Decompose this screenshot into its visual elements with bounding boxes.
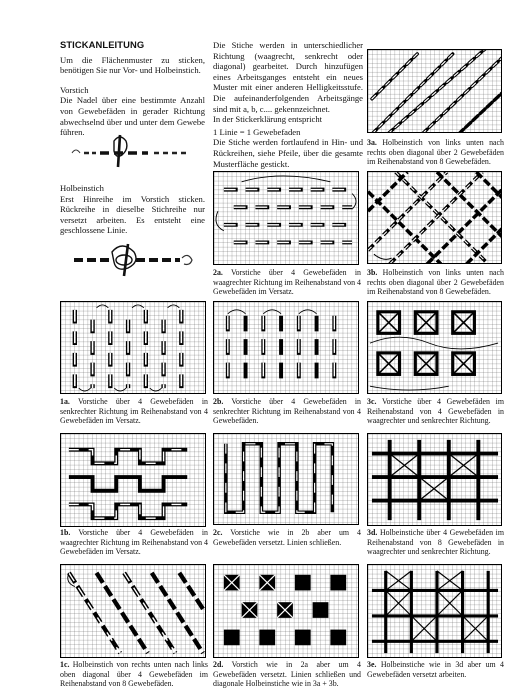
diagram-1c: [60, 564, 206, 658]
diagram-3b: [367, 171, 502, 264]
caption-3e-text: Holbeinstiche wie in 3d aber um 4 Gewebefäden versetzt arbeiten.: [367, 660, 504, 679]
caption-3b: [367, 268, 504, 297]
diagram-1b: [60, 433, 206, 527]
intro-column: [60, 40, 205, 138]
caption-1b-number: 1b.: [60, 528, 71, 537]
caption-1c-number: 1c.: [60, 660, 70, 669]
caption-2a: [213, 268, 361, 297]
caption-1b-text: Vorstiche über 4 Gewebefäden in waagrechter Richtung im Reihenabstand von 4 Gewebefäden im Versatz.: [60, 528, 208, 557]
caption-1a-text: Vorstiche über 4 Gewebefäden in senkrechter Richtung im Reihenabstand von 4 Gewebefäden im Versatz.: [60, 397, 208, 426]
back-stitch-illustration: [70, 238, 200, 280]
caption-3d-text: Holbeinstiche über 4 Gewebefäden im Reihenabstand von 8 Gewebefäden in waagrechter und senkrechter Richtung.: [367, 528, 504, 557]
running-stitch-illustration: [70, 131, 200, 173]
caption-3b-number: 3b.: [367, 268, 378, 277]
caption-2b: [213, 397, 361, 426]
caption-3c-text: Vorstiche über 4 Gewebefäden im Reihenabstand von 4 Gewebefäden in waagrechter und senkrechter Richtung.: [367, 397, 504, 426]
diagram-2d: [213, 564, 359, 658]
vorstich-title: Vorstich: [60, 84, 89, 95]
diagram-2a: [213, 171, 359, 265]
diagram-3d: [367, 433, 502, 526]
instructions-legend: 1 Linie = 1 Gewebefaden: [213, 126, 301, 137]
caption-2d-number: 2d.: [213, 660, 224, 669]
intro-text: Um die Flächenmuster zu sticken, benötigen Sie nur Vor- und Holbeinstich.: [60, 54, 205, 76]
instructions-legend-intro: In der Stickerklärung entspricht: [213, 114, 323, 125]
caption-2c: [213, 528, 361, 547]
caption-3c-number: 3c.: [367, 397, 377, 406]
diagram-1a: [60, 301, 206, 394]
diagram-2c: [213, 433, 359, 525]
caption-1c-text: Holbeinstich von rechts unten nach links oben diagonal über 4 Gewebefäden im Reihenabstand von 8 Gewebefäden.: [60, 660, 208, 689]
holbein-title: Holbeinstich: [60, 183, 104, 193]
diagram-2b: [213, 301, 359, 394]
caption-3a-number: 3a.: [367, 138, 377, 147]
caption-2a-text: Vorstiche über 4 Gewebefäden in waagrechter Richtung im Reihenabstand von 4 Gewebefäden im Versatz.: [213, 268, 361, 297]
caption-2d: [213, 660, 361, 689]
caption-1a-number: 1a.: [60, 397, 70, 406]
holbein-column: [60, 183, 205, 236]
caption-1b: [60, 528, 208, 557]
caption-3e-number: 3e.: [367, 660, 377, 669]
page-heading: STICKANLEITUNG: [60, 39, 145, 50]
caption-2b-text: Vorstiche über 4 Gewebefäden in senkrechter Richtung im Reihenabstand von 4 Gewebefäden.: [213, 397, 361, 426]
instructions-text: Die Stiche werden in unterschiedlicher Richtung (waagrecht, senkrecht oder diagonal) gearbeitet. Durch hinzufügen eines Arbeitsganges entsteht ein neues Muster mit einer anderen Helligkeitsstufe. Die aufeinanderfolgenden Arbeitsgänge sind mit a, b, c.... gekennzeichnet.: [213, 40, 363, 114]
caption-3d-number: 3d.: [367, 528, 378, 537]
caption-3e: [367, 660, 504, 679]
caption-2c-text: Vorstiche wie in 2b aber um 4 Gewebefäden versetzt. Linien schließen.: [213, 528, 361, 547]
caption-1c: [60, 660, 208, 689]
caption-1a: [60, 397, 208, 426]
caption-2a-number: 2a.: [213, 268, 223, 277]
diagram-3e: [367, 564, 502, 658]
diagram-3a: [367, 49, 502, 133]
vorstich-text: Die Nadel über eine bestimmte Anzahl von Gewebefäden in gerader Richtung abwechselnd über und unter dem Gewebe führen.: [60, 95, 205, 138]
holbein-text: Erst Hinreihe im Vorstich sticken. Rückreihe in dieselbe Stichreihe nur versetzt arbeiten. Es entsteht eine geschlossene Linie.: [60, 193, 205, 236]
caption-3a-text: Holbeinstich von links unten nach rechts oben diagonal über 2 Gewebefäden im Reihenabstand von 8 Gewebefäden.: [367, 138, 504, 167]
instructions-column: [213, 40, 363, 169]
caption-2c-number: 2c.: [213, 528, 223, 537]
diagram-3c: [367, 301, 502, 394]
caption-3b-text: Holbeinstich von links unten nach rechts oben diagonal über 2 Gewebefäden im Reihenabstand von 8 Gewebefäden.: [367, 268, 504, 297]
caption-2d-text: Vorstich wie in 2a aber um 4 Gewebefäden versetzt. Linien schließen und diagonale Holbeinstiche wie in 3a + 3b.: [213, 660, 361, 689]
caption-3c: [367, 397, 504, 426]
caption-3a: [367, 138, 504, 167]
instructions-direction: Die Stiche werden fortlaufend in Hin- und Rückreihen, siehe Pfeile, über die gesamte Musterfläche gestickt.: [213, 137, 363, 169]
caption-3d: [367, 528, 504, 557]
caption-2b-number: 2b.: [213, 397, 224, 406]
